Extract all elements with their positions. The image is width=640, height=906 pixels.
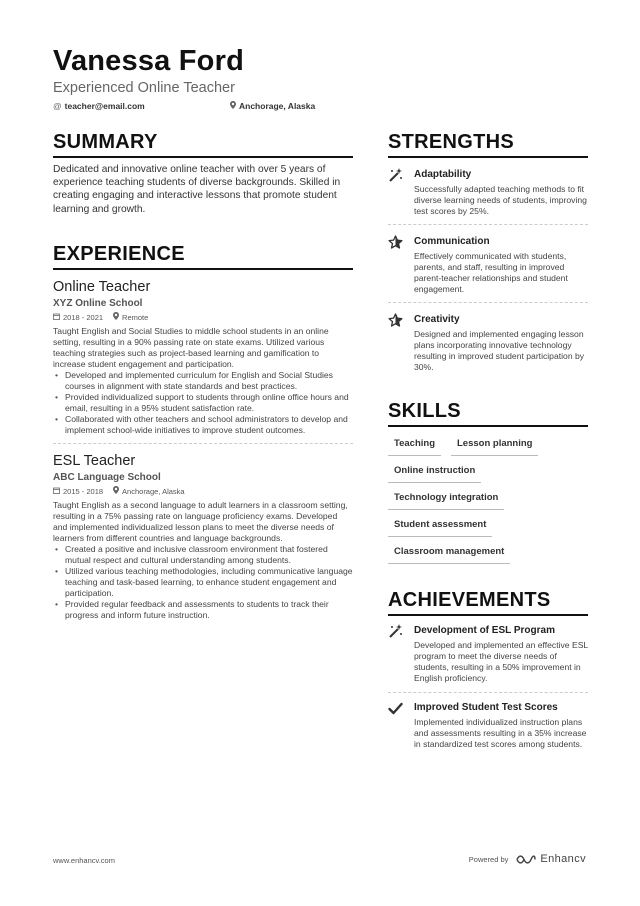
job-meta	[53, 486, 353, 497]
email-text: teacher@email.com	[64, 101, 145, 111]
brand-logo[interactable]	[516, 853, 586, 865]
magic-wand-icon	[388, 168, 406, 217]
achievement-title: Development of ESL Program	[414, 625, 555, 636]
job-dates-text: 2015 - 2018	[63, 486, 104, 496]
achievement-item	[388, 624, 588, 684]
strength-description: Successfully adapted teaching methods to fit diverse learning needs of students, improving test scores by 25%.	[414, 184, 587, 216]
achievement-item	[388, 701, 588, 750]
achievements-heading: ACHIEVEMENTS	[388, 588, 588, 616]
job-company: ABC Language School	[53, 471, 161, 483]
footer-url[interactable]: www.enhancv.com	[53, 856, 115, 865]
location-pin-icon	[113, 486, 119, 497]
location-text: Anchorage, Alaska	[239, 101, 316, 111]
skill-tag: Teaching	[388, 431, 441, 456]
job-dates	[53, 312, 103, 323]
job-bullet: • Provided individualized support to students through online office hours and email, resulting in a 95% student satisfaction rate.	[53, 392, 353, 414]
skills-row	[388, 539, 588, 564]
location-pin-icon	[113, 312, 119, 323]
brand-name: Enhancv	[540, 853, 586, 865]
calendar-icon	[53, 486, 60, 497]
skills-row	[388, 458, 588, 483]
job-dates-text: 2018 - 2021	[63, 312, 104, 322]
job-location	[113, 486, 185, 497]
strength-title: Communication	[414, 236, 490, 247]
job-bullet: • Created a positive and inclusive classroom environment that fostered mutual respect and cultural understanding among students.	[53, 544, 353, 566]
skills-heading: SKILLS	[388, 399, 588, 427]
strengths-heading: STRENGTHS	[388, 130, 588, 158]
job-bullet: • Utilized various teaching methodologies, including communicative language teaching and task-based learning, to enhance student engagement and participation.	[53, 566, 353, 599]
skills-row	[388, 431, 588, 456]
strength-item	[388, 235, 588, 295]
job-bullets	[53, 370, 353, 436]
enhancv-logo-icon	[516, 854, 536, 865]
left-column	[53, 130, 353, 621]
achievement-title: Improved Student Test Scores	[414, 702, 558, 713]
job-meta	[53, 312, 353, 323]
job-description: Taught English and Social Studies to middle school students in an online setting, resulting in a 90% passing rate on state exams. Utilized various teaching strategies such as project-based learning and gamification to increase student engagement and participation.	[53, 325, 329, 369]
skill-tag: Student assessment	[388, 512, 492, 537]
job-bullet: • Provided regular feedback and assessments to students to track their progress and inform future instruction.	[53, 599, 353, 621]
candidate-role: Experienced Online Teacher	[53, 80, 235, 96]
checkmark-icon	[388, 701, 406, 750]
skill-tag: Lesson planning	[451, 431, 538, 456]
skills-row	[388, 512, 588, 537]
divider	[388, 224, 588, 225]
job-title: Online Teacher	[53, 278, 151, 295]
strength-description: Designed and implemented engaging lesson plans incorporating innovative technology resulting in improved student participation by 30%.	[414, 329, 585, 372]
page-footer	[53, 853, 586, 867]
right-column	[388, 130, 588, 750]
magic-wand-icon	[388, 624, 406, 684]
calendar-icon	[53, 312, 60, 323]
achievement-description: Implemented individualized instruction plans and assessments resulting in a 35% increase in standardized test scores among students.	[414, 717, 587, 749]
skills-list	[388, 431, 588, 564]
summary-text: Dedicated and innovative online teacher with over 5 years of experience teaching students of diverse backgrounds. Skilled in creating engaging and interactive lessons that promote student learning and growth.	[53, 164, 341, 215]
job-title: ESL Teacher	[53, 452, 136, 469]
at-icon: @	[53, 101, 62, 111]
skill-tag: Online instruction	[388, 458, 481, 483]
summary-heading: SUMMARY	[53, 130, 353, 158]
candidate-name: Vanessa Ford	[53, 45, 244, 77]
strength-description: Effectively communicated with students, parents, and staff, resulting in improved parent-teacher relationships and student engagement.	[414, 251, 568, 294]
job-location-text: Remote	[122, 312, 149, 322]
experience-heading: EXPERIENCE	[53, 242, 353, 270]
strength-item	[388, 313, 588, 373]
location-pin-icon	[230, 101, 236, 111]
skills-row	[388, 485, 588, 510]
star-icon	[388, 235, 406, 295]
job-bullet: • Developed and implemented curriculum for English and Social Studies courses in alignment with state standards and best practices.	[53, 370, 353, 392]
divider	[388, 692, 588, 693]
job-entry	[53, 452, 353, 621]
job-dates	[53, 486, 103, 497]
skill-tag: Technology integration	[388, 485, 504, 510]
divider	[53, 443, 353, 444]
star-icon	[388, 313, 406, 373]
skill-tag: Classroom management	[388, 539, 510, 564]
job-bullet: • Collaborated with other teachers and school administrators to develop and implement school-wide initiatives to improve student outcomes.	[53, 414, 353, 436]
divider	[388, 302, 588, 303]
strength-title: Creativity	[414, 314, 460, 325]
strength-item	[388, 168, 588, 217]
job-description: Taught English as a second language to adult learners in a classroom setting, resulting in a 75% passing rate on language proficiency exams. Developed and implemented individualized lesson plans to meet the diverse needs of learners from different countries and language backgrounds.	[53, 499, 348, 543]
job-location-text: Anchorage, Alaska	[122, 486, 185, 496]
achievement-description: Developed and implemented an effective ESL program to meet the diverse needs of students, resulting in a 50% improvement in English proficiency.	[414, 640, 588, 683]
contact-row	[53, 101, 593, 115]
job-bullets	[53, 544, 353, 621]
resume-header	[53, 44, 593, 115]
strength-title: Adaptability	[414, 169, 472, 180]
contact-location	[230, 101, 315, 111]
job-entry	[53, 278, 353, 444]
footer-branding	[469, 853, 586, 865]
powered-by-text: Powered by	[468, 854, 509, 864]
job-location	[113, 312, 148, 323]
job-company: XYZ Online School	[53, 297, 143, 309]
contact-email[interactable]	[53, 101, 145, 111]
